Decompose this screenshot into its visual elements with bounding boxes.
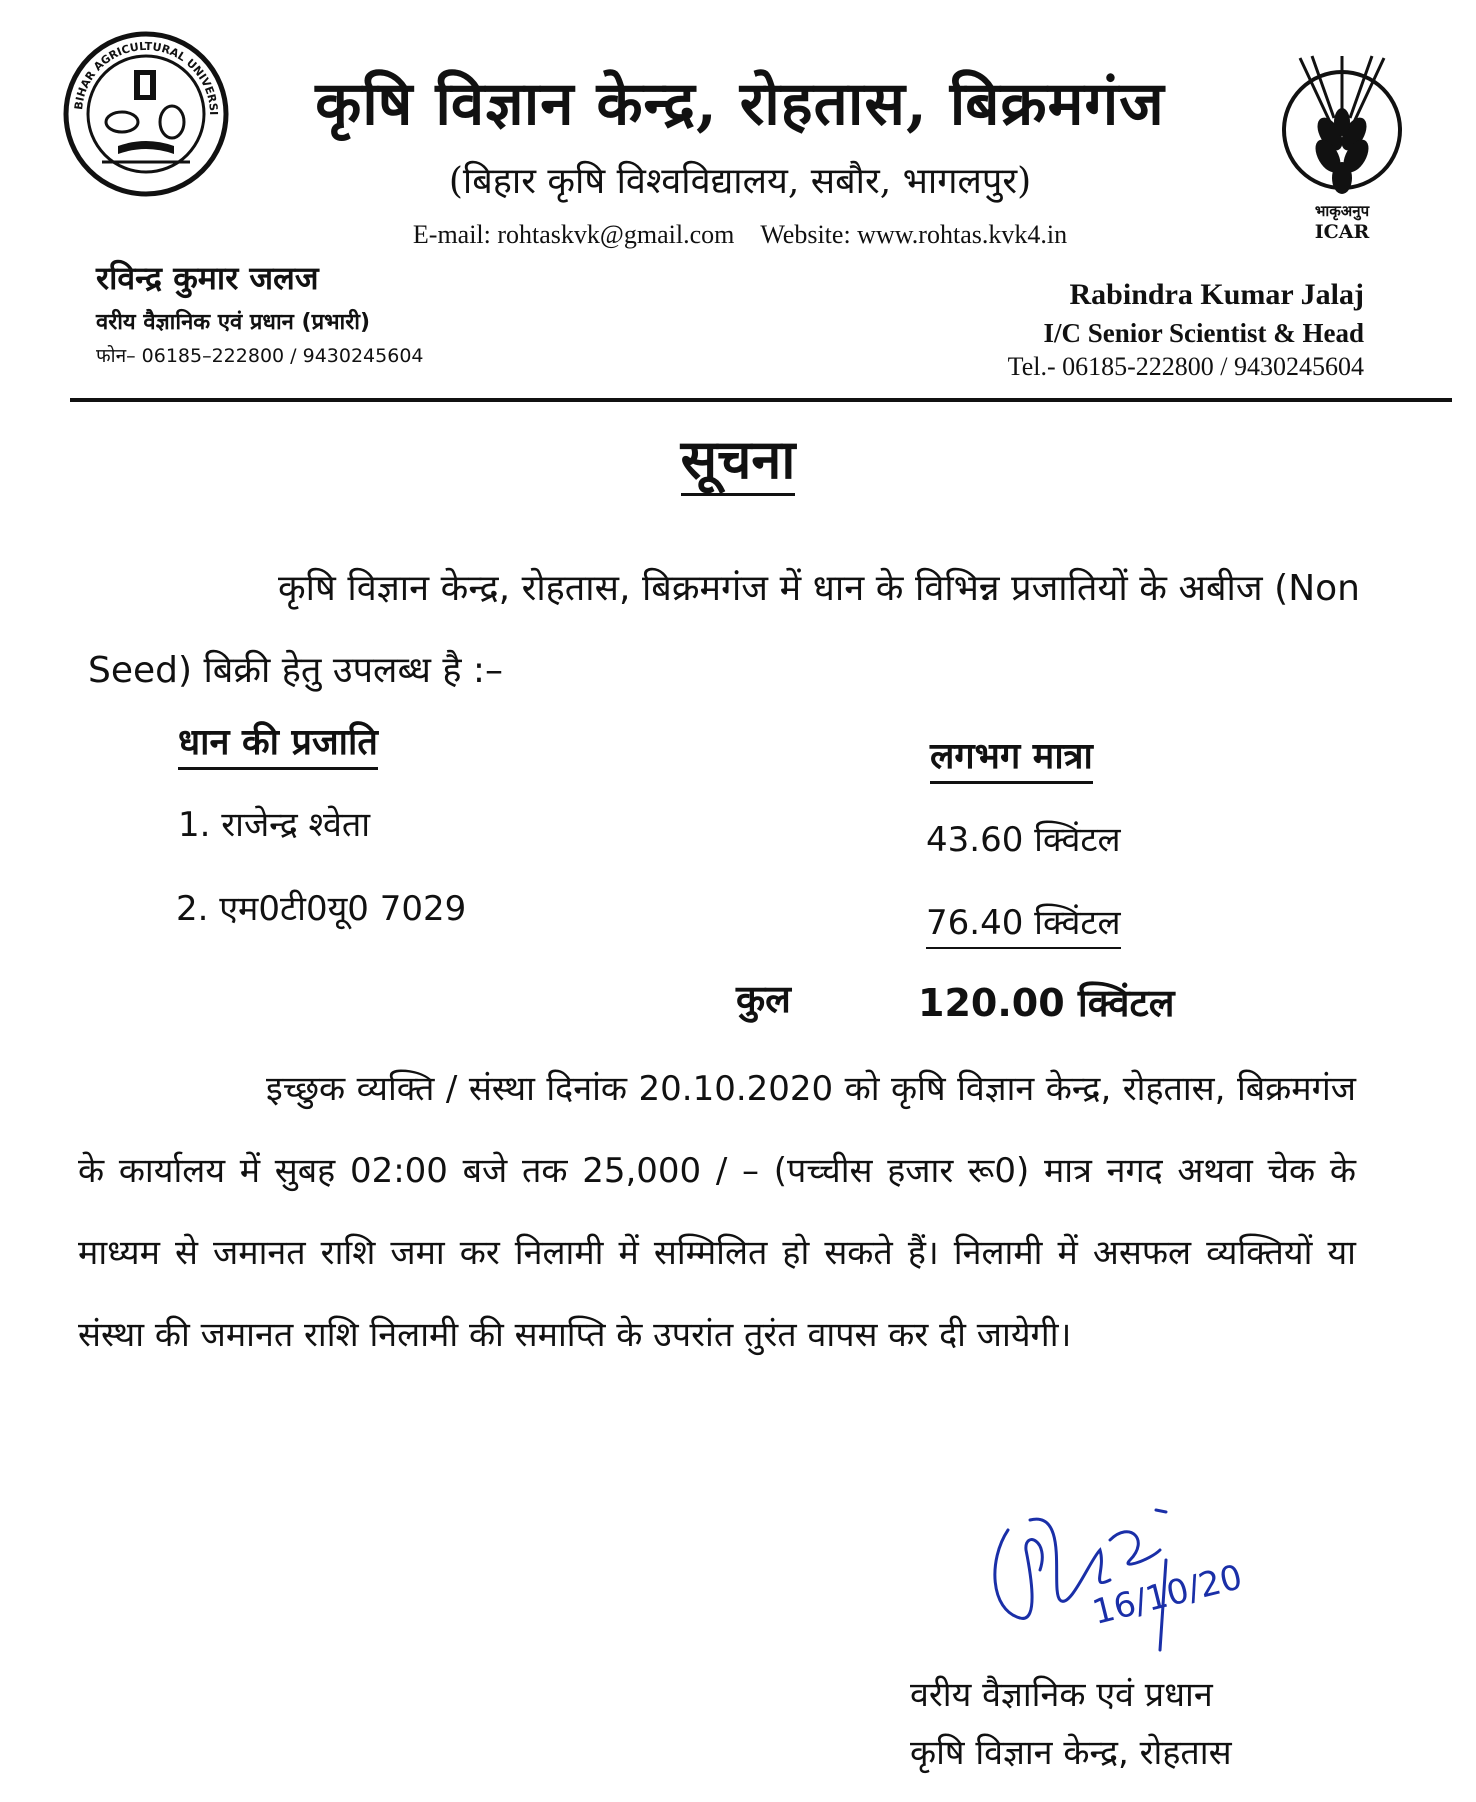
notice-body: इच्छुक व्यक्ति / संस्था दिनांक 20.10.2020 को कृषि विज्ञान केन्द्र, रोहतास, बिक्रमगंज के कार्यालय में सुबह 02:00 बजे तक 25,000 / – (पच्चीस हजार रू0) मात्र नगद अथवा चेक के माध्यम से जमानत राशि जमा कर निलामी में सम्मिलित हो सकते हैं। निलामी में असफल व्यक्तियों या संस्था की जमानत राशि निलामी की समाप्ति के उपरांत तुरंत वापस कर दी जायेगी। [78, 1069, 1356, 1355]
variety-column-header-text: धान की प्रजाति [178, 721, 378, 770]
organization-title: कृषि विज्ञान केन्द्र, रोहतास, बिक्रमगंज [315, 69, 1165, 139]
signatory-designation: वरीय वैज्ञानिक एवं प्रधान [910, 1675, 1213, 1715]
quantity-row-1: 43.60 क्विंटल [926, 820, 1121, 860]
total-label: कुल [736, 977, 791, 1021]
handwritten-signature [980, 1500, 1340, 1670]
quantity-column-header-text: लगभग मात्रा [930, 735, 1093, 784]
quantity-column-header [930, 730, 1093, 779]
head-name-hindi: रविन्द्र कुमार जलज [96, 259, 319, 297]
head-designation-english: I/C Senior Scientist & Head [1043, 318, 1364, 348]
quantity-row-2 [926, 898, 1121, 944]
svg-text:भाकृअनुप: भाकृअनुप [1314, 202, 1370, 220]
head-phone-english: Tel.- 06185-222800 / 9430245604 [1007, 352, 1364, 381]
signatory-organization: कृषि विज्ञान केन्द्र, रोहतास [910, 1733, 1232, 1773]
variety-row-1: 1. राजेन्द्र श्वेता [178, 805, 371, 845]
variety-column-header [178, 716, 378, 765]
icar-logo [1272, 52, 1422, 252]
contact-line [240, 220, 1240, 250]
quantity-row-2-text: 76.40 क्विंटल [926, 903, 1121, 949]
website-text: Website: www.rohtas.kvk4.in [760, 220, 1068, 249]
notice-intro: कृषि विज्ञान केन्द्र, रोहतास, बिक्रमगंज में धान के विभिन्न प्रजातियों के अबीज (Non Seed) बिक्री हेतु उपलब्ध है :– [88, 568, 1360, 691]
notice-title [0, 420, 1476, 494]
svg-text:ICAR: ICAR [1314, 221, 1370, 243]
email-text: E-mail: rohtaskvk@gmail.com [412, 220, 735, 249]
notice-title-text: सूचना [681, 427, 796, 496]
head-name-english: Rabindra Kumar Jalaj [1069, 278, 1364, 311]
svg-text:16/10/20: 16/10/20 [1088, 1557, 1247, 1633]
organization-subtitle: (बिहार कृषि विश्वविद्यालय, सबौर, भागलपुर) [448, 161, 1032, 202]
variety-row-2: 2. एम0टी0यू0 7029 [176, 889, 467, 929]
university-seal-logo [62, 30, 230, 198]
head-phone-hindi: फोन– 06185–222800 / 9430245604 [96, 345, 424, 367]
header-divider [70, 398, 1452, 402]
total-value: 120.00 क्विंटल [918, 981, 1175, 1025]
head-designation-hindi: वरीय वैज्ञानिक एवं प्रधान (प्रभारी) [96, 310, 371, 335]
svg-text:BIHAR AGRICULTURAL UNIVERSITY,: BIHAR AGRICULTURAL UNIVERSI [72, 39, 221, 116]
